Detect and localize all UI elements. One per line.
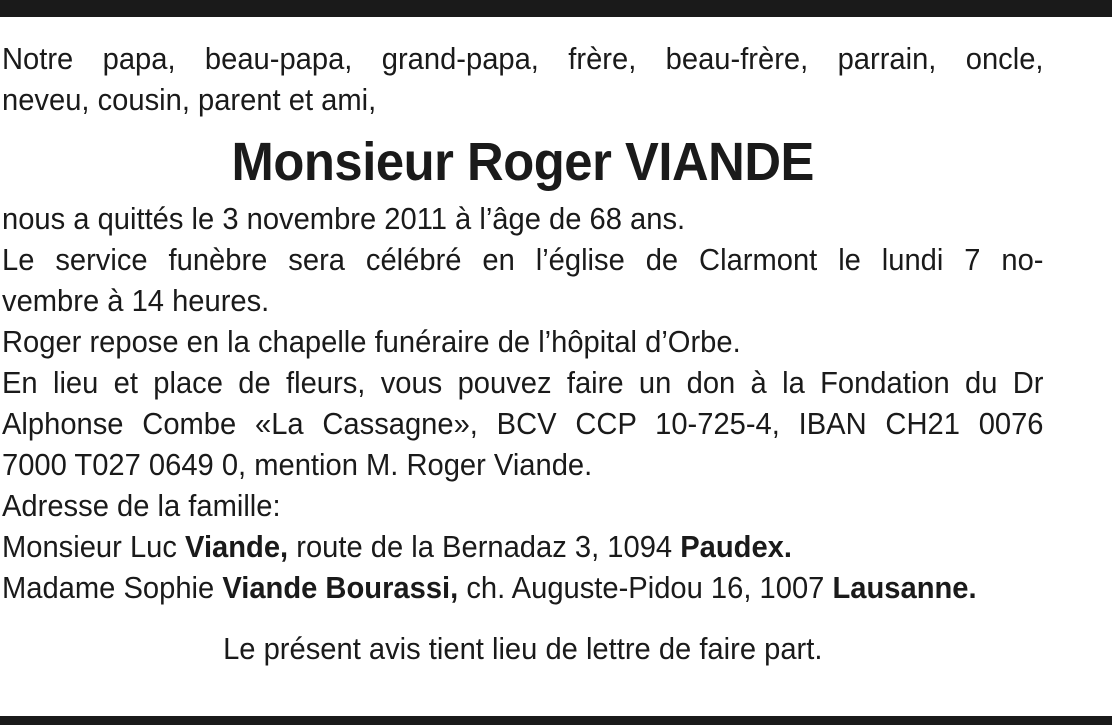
family-member-address [2, 567, 1044, 608]
family-address-heading: Adresse de la famille: [2, 488, 281, 523]
family-member-surname: Viande Bourassi, [222, 570, 459, 605]
family-member-surname: Viande, [185, 529, 289, 564]
family-member-street: route de la Bernadaz 3, 1094 [288, 529, 681, 564]
donation-line: Alphonse Combe «La Cassagne», BCV CCP 10-725-4, IBAN CH21 0076 [2, 406, 1044, 441]
donation-line: 7000 T027 0649 0, mention M. Roger Viande. [2, 447, 593, 482]
intro-paragraph [2, 38, 1044, 120]
funeral-service-paragraph [2, 239, 1044, 321]
family-member-prefix: Madame Sophie [2, 570, 223, 605]
intro-line: Notre papa, beau-papa, grand-papa, frère, beau-frère, parrain, oncle, [2, 41, 1044, 76]
death-announcement: nous a quittés le 3 novembre 2011 à l’âge de 68 ans. [2, 201, 686, 236]
family-member-city: Lausanne. [832, 570, 977, 605]
donation-paragraph [2, 362, 1044, 485]
intro-line: neveu, cousin, parent et ami, [2, 82, 377, 117]
obituary-notice [2, 38, 1044, 669]
service-line: Le service funèbre sera célébré en l’église de Clarmont le lundi 7 no- [2, 242, 1044, 277]
donation-line: En lieu et place de fleurs, vous pouvez faire un don à la Fondation du Dr [2, 365, 1044, 400]
family-member-prefix: Monsieur Luc [2, 529, 186, 564]
bottom-border-rule [0, 716, 1112, 725]
closing-statement: Le présent avis tient lieu de lettre de faire part. [223, 631, 823, 666]
family-member-city: Paudex. [680, 529, 792, 564]
family-member-street: ch. Auguste-Pidou 16, 1007 [458, 570, 833, 605]
family-member-address [2, 526, 1044, 567]
deceased-name: Monsieur Roger VIANDE [231, 132, 814, 192]
rest-location: Roger repose en la chapelle funéraire de l’hôpital d’Orbe. [2, 324, 741, 359]
service-line: vembre à 14 heures. [2, 283, 270, 318]
top-border-rule [0, 0, 1112, 17]
